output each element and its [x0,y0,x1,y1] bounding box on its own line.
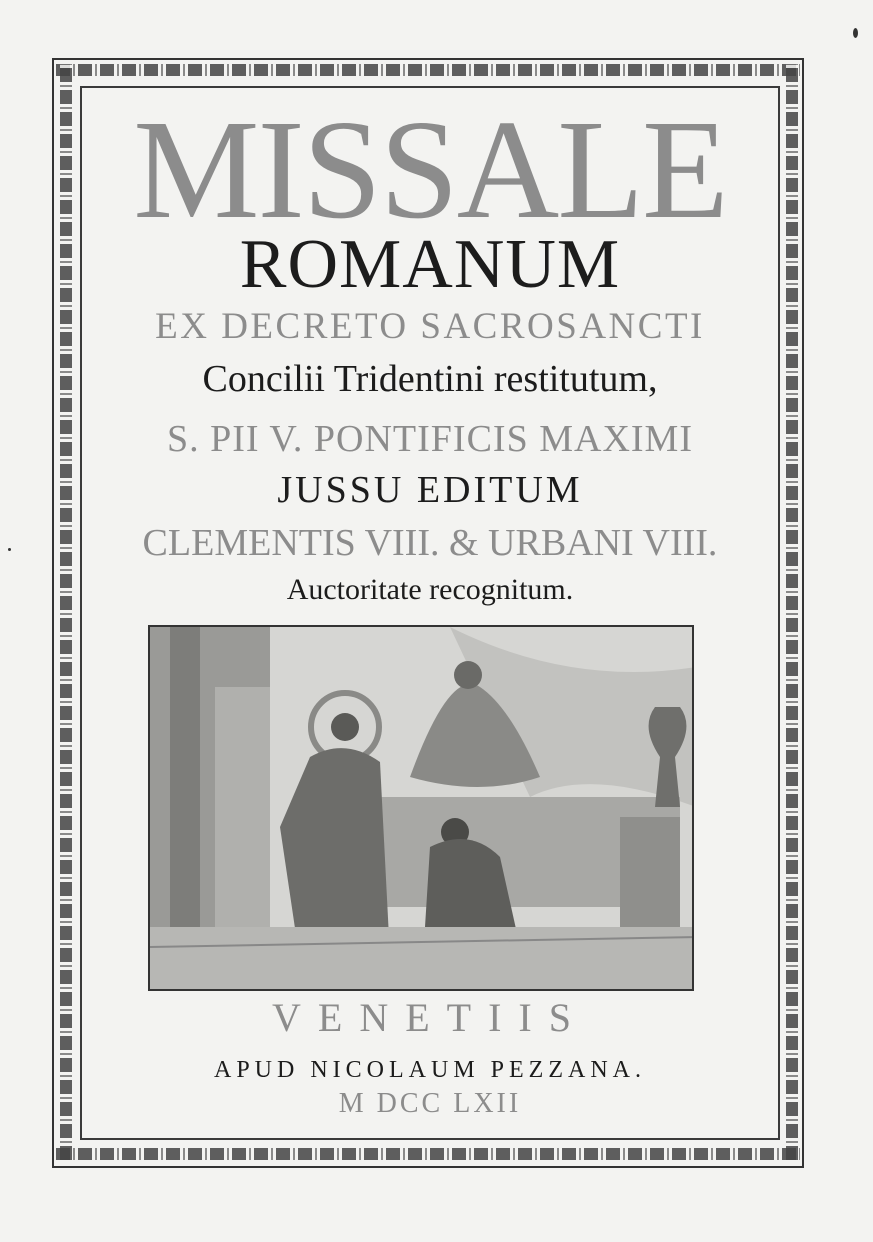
line-auctoritate: Auctoritate recognitum. [286,573,574,606]
place-venetiis: VENETIIS [272,995,588,1040]
chain-border-left [60,64,72,1160]
engraving-scene [150,627,694,991]
line-pii-v: S. PII V. PONTIFICIS MAXIMI [166,418,693,460]
line-clementis: CLEMENTIS VIII. & URBANI VIII. [142,522,718,564]
chain-border-top [56,64,800,76]
line-ex-decreto: EX DECRETO SACROSANCTI [155,306,705,347]
ink-speck [853,28,858,38]
subtitle: ROMANUM [239,226,621,303]
year-line: M DCC LXII [338,1088,522,1119]
ink-speck [8,548,11,551]
line-jussu: JUSSU EDITUM [277,469,583,511]
title: MISSALE [133,90,727,248]
chain-border-bottom [56,1148,800,1160]
printer-line: APUD NICOLAUM PEZZANA. [214,1057,646,1083]
engraving-illustration [148,625,694,991]
line-concilii: Concilii Tridentini restitutum, [202,358,658,400]
chain-border-right [786,64,798,1160]
